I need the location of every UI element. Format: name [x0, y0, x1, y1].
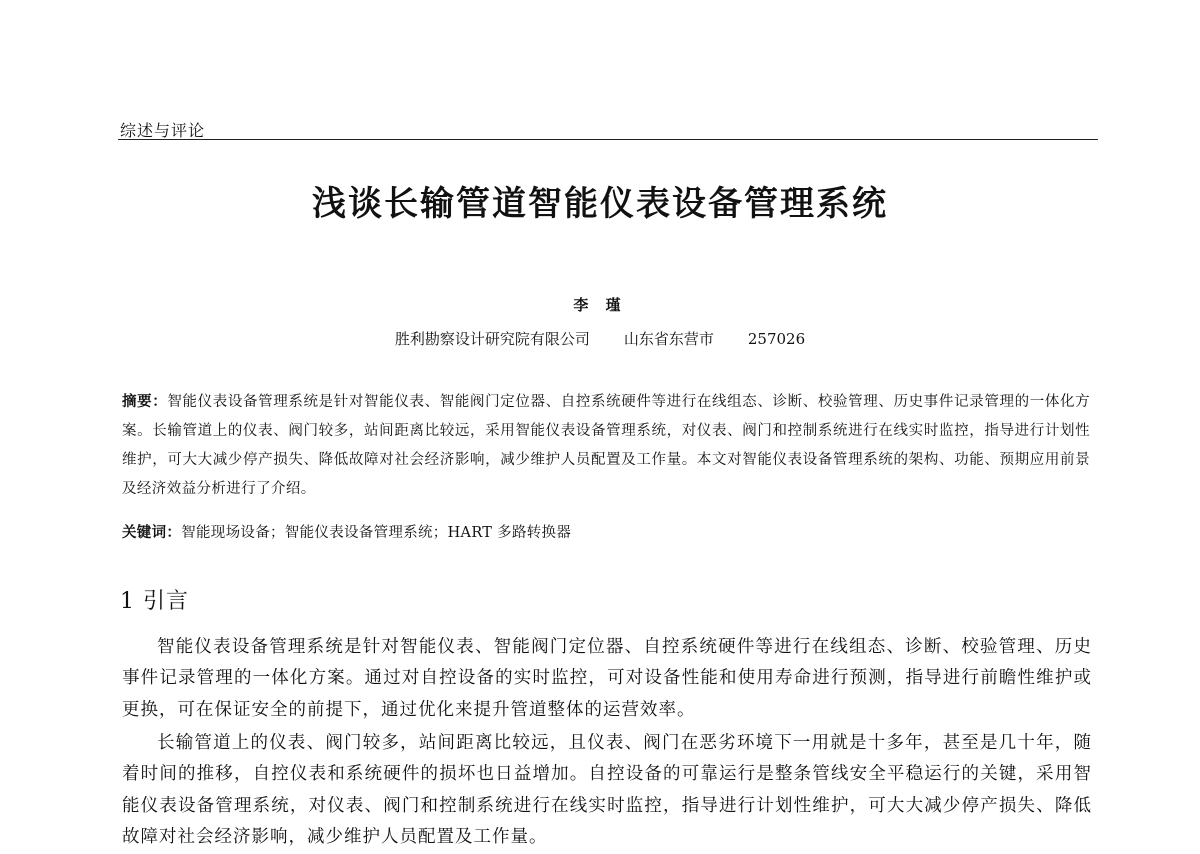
body-paragraph-1: 智能仪表设备管理系统是针对智能仪表、智能阀门定位器、自控系统硬件等进行在线组态、诊断、校验管理、历史事件记录管理的一体化方案。通过对自控设备的实时监控，可对设备性能和使用寿命进行预测，指导进行前瞻性维护或更换，可在保证安全的前提下，通过优化来提升管道整体的运营效率。 [122, 636, 1092, 720]
keywords-label: 关键词： [122, 524, 182, 541]
header-rule [118, 139, 1098, 140]
section-label: 综述与评论 [120, 121, 206, 140]
body-paragraph-2: 长输管道上的仪表、阀门较多，站间距离比较远，且仪表、阀门在恶劣环境下一用就是十多年，甚至是几十年，随着时间的推移，自控仪表和系统硬件的损坏也日益增加。自控设备的可靠运行是整条管线安全平稳运行的关键，采用智能仪表设备管理系统，对仪表、阀门和控制系统进行在线实时监控，指导进行计划性维护，可大大减少停产损失、降低故障对社会经济影响，减少维护人员配置及工作量。 [122, 732, 1092, 847]
abstract [122, 387, 1090, 504]
keywords-text: 智能现场设备；智能仪表设备管理系统；HART 多路转换器 [181, 525, 572, 541]
affiliation-location: 山东省东营市 [623, 330, 714, 348]
affiliation-postcode: 257026 [747, 330, 806, 348]
section-heading: 1 引言 [120, 589, 189, 614]
abstract-label: 摘要： [122, 393, 168, 410]
keywords [122, 521, 1090, 542]
affiliation-org: 胜利勘察设计研究院有限公司 [394, 330, 590, 348]
affiliation-line [0, 328, 1200, 349]
abstract-text: 智能仪表设备管理系统是针对智能仪表、智能阀门定位器、自控系统硬件等进行在线组态、诊断、校验管理、历史事件记录管理的一体化方案。长输管道上的仪表、阀门较多，站间距离比较远，采用智能仪表设备管理系统，对仪表、阀门和控制系统进行在线实时监控，指导进行计划性维护，可大大减少停产损失、降低故障对社会经济影响，减少维护人员配置及工作量。本文对智能仪表设备管理系统的架构、功能、预期应用前景及经济效益分析进行了介绍。 [122, 394, 1090, 497]
author-name: 李 瑾 [573, 296, 627, 314]
page-title: 浅谈长输管道智能仪表设备管理系统 [312, 184, 888, 224]
